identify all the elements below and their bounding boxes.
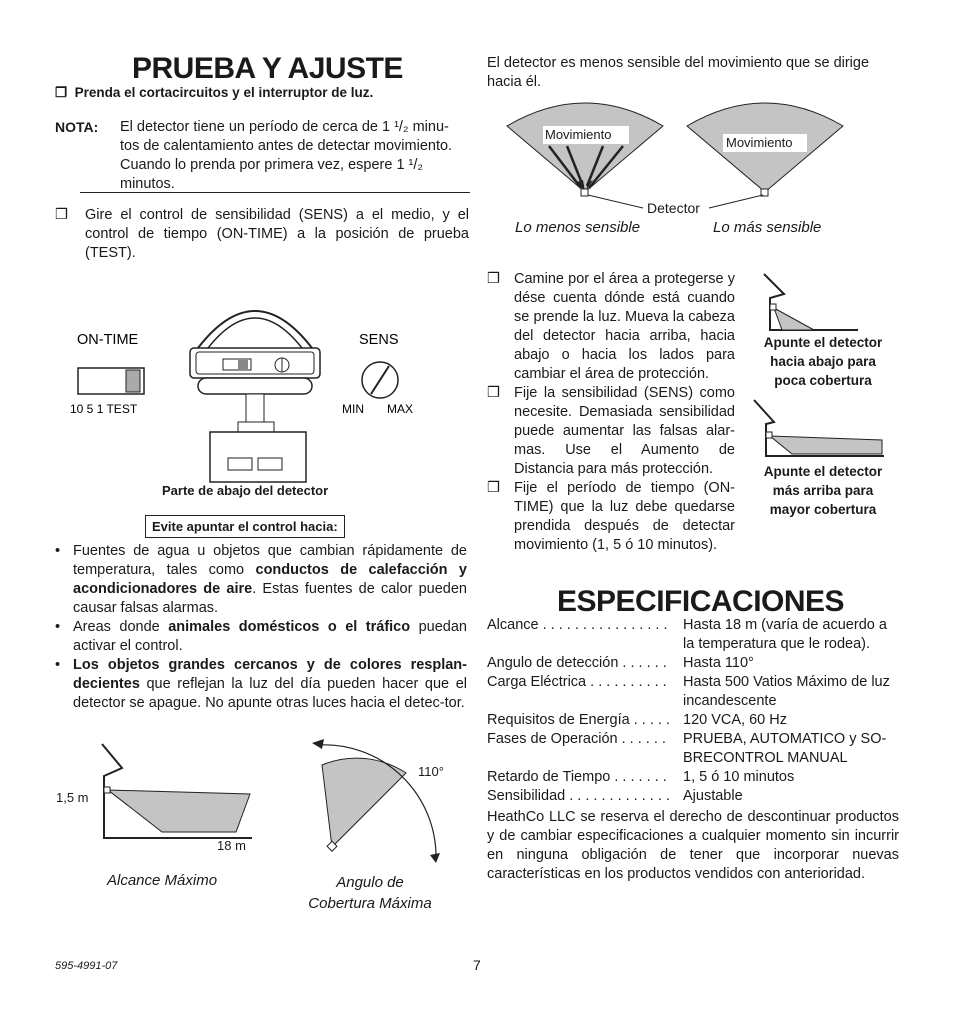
checkbox-icon: ❒ <box>55 85 68 100</box>
spec-value: 120 VCA, 60 Hz <box>683 712 787 728</box>
detector-bottom-diagram <box>60 280 460 485</box>
page-number: 7 <box>473 957 481 973</box>
spec-table <box>487 616 901 806</box>
more-sensitive-caption: Lo más sensible <box>713 219 822 236</box>
checkbox-icon: ❒ <box>487 271 500 287</box>
section-title-especificaciones: ESPECIFICACIONES <box>557 585 845 618</box>
checkbox-icon: ❒ <box>55 207 68 223</box>
nota-label: NOTA: <box>55 119 99 135</box>
angle-diagram <box>300 735 450 865</box>
less-sensitive-caption: Lo menos sensible <box>515 219 641 236</box>
step-2-text: Gire el control de sensibilidad (SENS) a el medio, y el control de tiempo (ON-TIME) a la posición de prueba (TEST). <box>85 207 469 261</box>
nota-text <box>120 118 468 194</box>
spec-label: Retardo de Tiempo . . . . . . . <box>487 769 667 785</box>
caption-line: Apunte el detector <box>763 335 883 350</box>
spec-row <box>487 673 901 711</box>
nota-line: tos de calentamiento antes de detectar movimiento. <box>120 138 453 154</box>
fan-right-label: Movimiento <box>726 135 793 150</box>
spec-row <box>487 616 901 654</box>
divider <box>80 192 470 193</box>
walk-step-text: Camine por el área a protegerse y dése cuenta dónde está cuando se prende la luz. Mueva la cabeza del detector hacia arriba, hacia abajo o hacia los lados para cambiar el área de protección. <box>514 271 735 382</box>
caption-line: más arriba para <box>772 483 874 498</box>
doc-number: 595-4991-07 <box>55 960 118 972</box>
intro-text: El detector es menos sensible del movimiento que se dirige hacia él. <box>487 55 870 90</box>
step-2 <box>55 206 469 263</box>
angle-caption-line: Angulo de <box>336 874 404 891</box>
avoid-list <box>55 542 467 713</box>
step-1 <box>55 83 475 102</box>
sens-label: SENS <box>359 332 399 348</box>
time-step-text: Fije el período de tiempo (ON-TIME) que la luz debe quedarse prendida después de detectar movimiento (1, 5 ó 10 minutos). <box>514 480 735 553</box>
bullet-icon: • <box>55 543 61 559</box>
bullet-icon: • <box>55 657 61 673</box>
fan-left-label: Movimiento <box>545 127 612 142</box>
range-distance-label: 18 m <box>217 838 246 853</box>
list-item <box>487 384 735 479</box>
caption-line: mayor cobertura <box>769 502 877 517</box>
caption-line: hacia abajo para <box>770 354 876 369</box>
adjust-steps <box>487 270 735 555</box>
spec-value: Hasta 500 Vatios Máximo de luz incandescente <box>683 674 890 709</box>
aim-down-diagram <box>752 272 862 332</box>
nota-line: Cuando lo prenda por primera vez, espere 1 ¹/₂ <box>120 157 424 173</box>
sens-min-label: MIN <box>342 402 364 416</box>
detector-diagram-caption: Parte de abajo del detector <box>162 483 329 498</box>
aim-up-diagram <box>752 398 892 458</box>
list-item <box>487 479 735 555</box>
disclaimer: HeathCo LLC se reserva el derecho de descontinuar productos y de cambiar especificaciones a cualquier momento sin incurrir en ninguna obligación de tener que incorporar nuevas características en los productos vendidos con anterioridad. <box>487 809 899 882</box>
angle-caption <box>300 872 440 914</box>
nota-line: El detector tiene un período de cerca de 1 ¹/₂ minu- <box>120 119 449 135</box>
spec-row <box>487 711 901 730</box>
spec-label: Fases de Operación . . . . . . <box>487 731 666 747</box>
spec-value: 1, 5 ó 10 minutos <box>683 769 795 785</box>
nota-line: minutos. <box>120 176 175 192</box>
spec-label: Angulo de detección . . . . . . <box>487 655 667 671</box>
detector-label: Detector <box>647 200 700 216</box>
caption-line: poca cobertura <box>774 373 872 388</box>
caption-line: Apunte el detector <box>763 464 883 479</box>
spec-value: Hasta 18 m (varía de acuerdo a la temperatura que le rodea). <box>683 617 887 652</box>
angle-label: 110° <box>418 764 444 779</box>
spec-row <box>487 768 901 787</box>
range-diagram <box>100 742 260 842</box>
angle-caption-line: Cobertura Máxima <box>308 895 432 912</box>
list-item: • Los objetos grandes cercanos y de colores resplan-decientes que reflejan la luz del día pueden hacer que el detector se apague. No apunte otras luces hacia el detec-tor. <box>55 657 467 711</box>
list-item: • Areas donde animales domésticos o el tráfico puedan activar el control. <box>55 619 467 654</box>
spec-label: Carga Eléctrica . . . . . . . . . . <box>487 674 667 690</box>
spec-value: PRUEBA, AUTOMATICO y SO-BRECONTROL MANUAL <box>683 731 887 766</box>
on-time-label: ON-TIME <box>77 332 139 348</box>
aim-down-caption <box>752 333 894 390</box>
spec-value: Hasta 110° <box>683 655 754 671</box>
list-item <box>487 270 735 384</box>
avoid-box: Evite apuntar el control hacia: <box>145 515 345 538</box>
checkbox-icon: ❒ <box>487 385 500 401</box>
step-1-text: Prenda el cortacircuitos y el interruptor de luz. <box>74 85 374 100</box>
spec-label: Requisitos de Energía . . . . . <box>487 712 670 728</box>
spec-row <box>487 730 901 768</box>
checkbox-icon: ❒ <box>487 480 500 496</box>
sens-max-label: MAX <box>387 402 414 416</box>
spec-row <box>487 787 901 806</box>
aim-up-caption <box>752 462 894 519</box>
sens-step-text: Fije la sensibilidad (SENS) como necesite. Demasiada sensibilidad puede aumentar las falsas alar-mas. Use el Aumento de Distancia para más protección. <box>514 385 735 477</box>
on-time-scale: 10 5 1 TEST <box>70 402 138 416</box>
bullet-icon: • <box>55 619 61 635</box>
spec-label: Alcance . . . . . . . . . . . . . . . . <box>487 617 668 633</box>
range-caption: Alcance Máximo <box>107 872 218 889</box>
spec-label: Sensibilidad . . . . . . . . . . . . . <box>487 788 670 804</box>
spec-value: Ajustable <box>683 788 743 804</box>
range-height-label: 1,5 m <box>56 790 89 805</box>
spec-row <box>487 654 901 673</box>
section-title-prueba: PRUEBA Y AJUSTE <box>132 52 403 85</box>
list-item: • Fuentes de agua u objetos que cambian rápidamente de temperatura, tales como conductos de calefacción y acondicionadores de aire. Estas fuentes de calor pueden causar falsas alarmas. <box>55 543 467 616</box>
